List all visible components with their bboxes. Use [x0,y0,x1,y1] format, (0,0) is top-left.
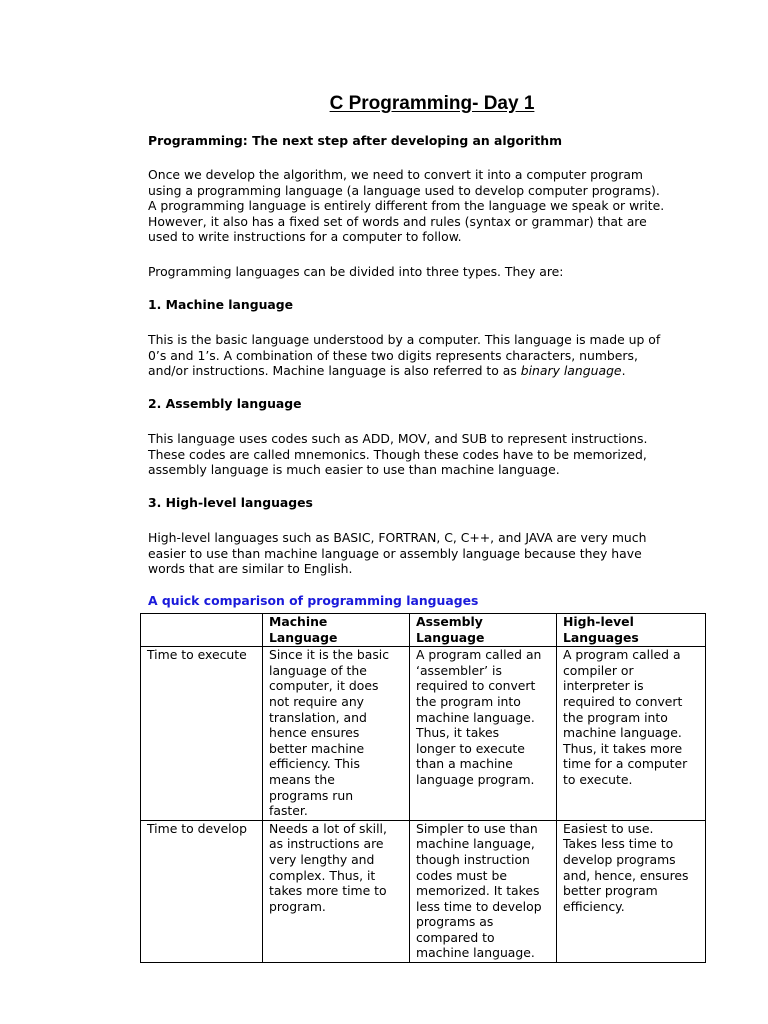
cell-line: computer, it does [269,678,379,694]
cell-line: machine language, [416,836,535,852]
cell-line: Needs a lot of skill, [269,820,387,836]
cell-line: very lengthy and [269,851,375,867]
cell-line: complex. Thus, it [269,867,376,883]
cell-line: Thus, it takes [416,725,500,741]
cell-line: language of the [269,662,367,678]
header-cell-high-level [557,614,706,647]
cell-line: ‘assembler’ is [416,662,502,678]
paragraph-line: easier to use than machine language or assembly language because they have [148,545,642,561]
intro-heading: Programming: The next step after developing an algorithm [148,133,563,148]
table-row [141,647,706,821]
paragraph-line: A programming language is entirely different from the language we speak or write. [148,198,665,214]
cell-line: programs run [269,787,354,803]
section-paragraph-assembly [148,431,723,478]
cell-line: A program called a [563,647,681,663]
cell-line: the program into [416,693,521,709]
cell-line: efficiency. [563,898,625,914]
cell-line: time for a computer [563,756,688,772]
cell-line: required to convert [416,678,536,694]
cell-line: means the [269,771,335,787]
cell-line: compiler or [563,662,634,678]
cell-line: language program. [416,771,535,787]
paragraph-line [148,363,723,379]
cell-line: machine language. [416,945,535,961]
cell-line: faster. [269,803,308,819]
paragraph-line: This language uses codes such as ADD, MOV, and SUB to represent instructions. [148,431,648,446]
section-paragraph-high-level [148,530,723,577]
paragraph-line: 0’s and 1’s. A combination of these two digits represents characters, numbers, [148,347,638,363]
cell-line: as instructions are [269,836,384,852]
cell-line: Machine [269,614,328,629]
comparison-table [140,613,706,963]
cell-line: Time to execute [147,647,247,663]
section-heading-assembly: 2. Assembly language [148,396,302,411]
cell-line: though instruction [416,851,530,867]
paragraph-line: used to write instructions for a computer to follow. [148,229,462,245]
cell-line: the program into [563,709,668,725]
cell-line: Easiest to use. [563,820,654,836]
table-cell [410,820,557,962]
cell-line: and, hence, ensures [563,867,689,883]
table-cell [263,820,410,962]
cell-line: machine language. [416,709,535,725]
italic-term: binary language [520,363,622,379]
paragraph-line: High-level languages such as BASIC, FORTRAN, C, C++, and JAVA are very much [148,530,647,545]
paragraph-line: This is the basic language understood by a computer. This language is made up of [148,332,661,347]
paragraph-line: Once we develop the algorithm, we need to convert it into a computer program [148,167,643,182]
section-heading-high-level: 3. High-level languages [148,495,313,510]
cell-line: efficiency. This [269,756,360,772]
cell-line: develop programs [563,851,676,867]
types-intro: Programming languages can be divided into three types. They are: [148,264,564,279]
cell-line: programs as [416,914,494,930]
cell-line: machine language. [563,725,682,741]
cell-line: translation, and [269,709,367,725]
line-text: . [621,363,626,379]
table-cell [557,820,706,962]
cell-line: to execute. [563,771,633,787]
paragraph-line: assembly language is much easier to use than machine language. [148,462,560,478]
cell-line: hence ensures [269,725,360,741]
cell-line: better program [563,883,658,899]
row-label-cell [141,820,263,962]
paragraph-line: words that are similar to English. [148,561,353,577]
cell-line: Thus, it takes more [563,740,683,756]
cell-line: codes must be [416,867,507,883]
cell-line: takes more time to [269,883,387,899]
table-row [141,820,706,962]
cell-line: program. [269,898,326,914]
cell-line: Takes less time to [563,836,674,852]
page-title: C Programming- Day 1 [329,93,535,114]
cell-line: Simpler to use than [416,820,538,836]
cell-line: Language [269,629,338,645]
cell-line: Time to develop [147,820,247,836]
header-cell-assembly [410,614,557,647]
line-text: and/or instructions. Machine language is also referred to as [148,363,521,379]
table-cell [263,647,410,821]
cell-line: than a machine [416,756,513,772]
paragraph-line: using a programming language (a language used to develop computer programs). [148,182,660,198]
cell-line: Language [416,629,485,645]
section-heading-machine: 1. Machine language [148,297,294,312]
cell-line: Assembly [416,614,483,629]
table-cell [410,647,557,821]
table-caption: A quick comparison of programming languages [148,593,479,608]
paragraph-line: These codes are called mnemonics. Though these codes have to be memorized, [148,446,647,462]
cell-line: longer to execute [416,740,525,756]
cell-line: Since it is the basic [269,647,390,663]
intro-paragraph [148,167,723,245]
cell-line: memorized. It takes [416,883,540,899]
cell-line: better machine [269,740,365,756]
cell-line: Languages [563,629,639,645]
row-label-cell [141,647,263,821]
section-paragraph-machine [148,332,723,379]
cell-line: High-level [563,614,634,629]
header-cell-machine [263,614,410,647]
cell-line: interpreter is [563,678,644,694]
table-header-row [141,614,706,647]
cell-line: compared to [416,929,495,945]
paragraph-line: However, it also has a fixed set of words and rules (syntax or grammar) that are [148,213,647,229]
table-cell [557,647,706,821]
cell-line: not require any [269,693,364,709]
cell-line: required to convert [563,693,683,709]
table-corner-cell [141,614,263,647]
cell-line: A program called an [416,647,542,663]
cell-line: less time to develop [416,898,542,914]
